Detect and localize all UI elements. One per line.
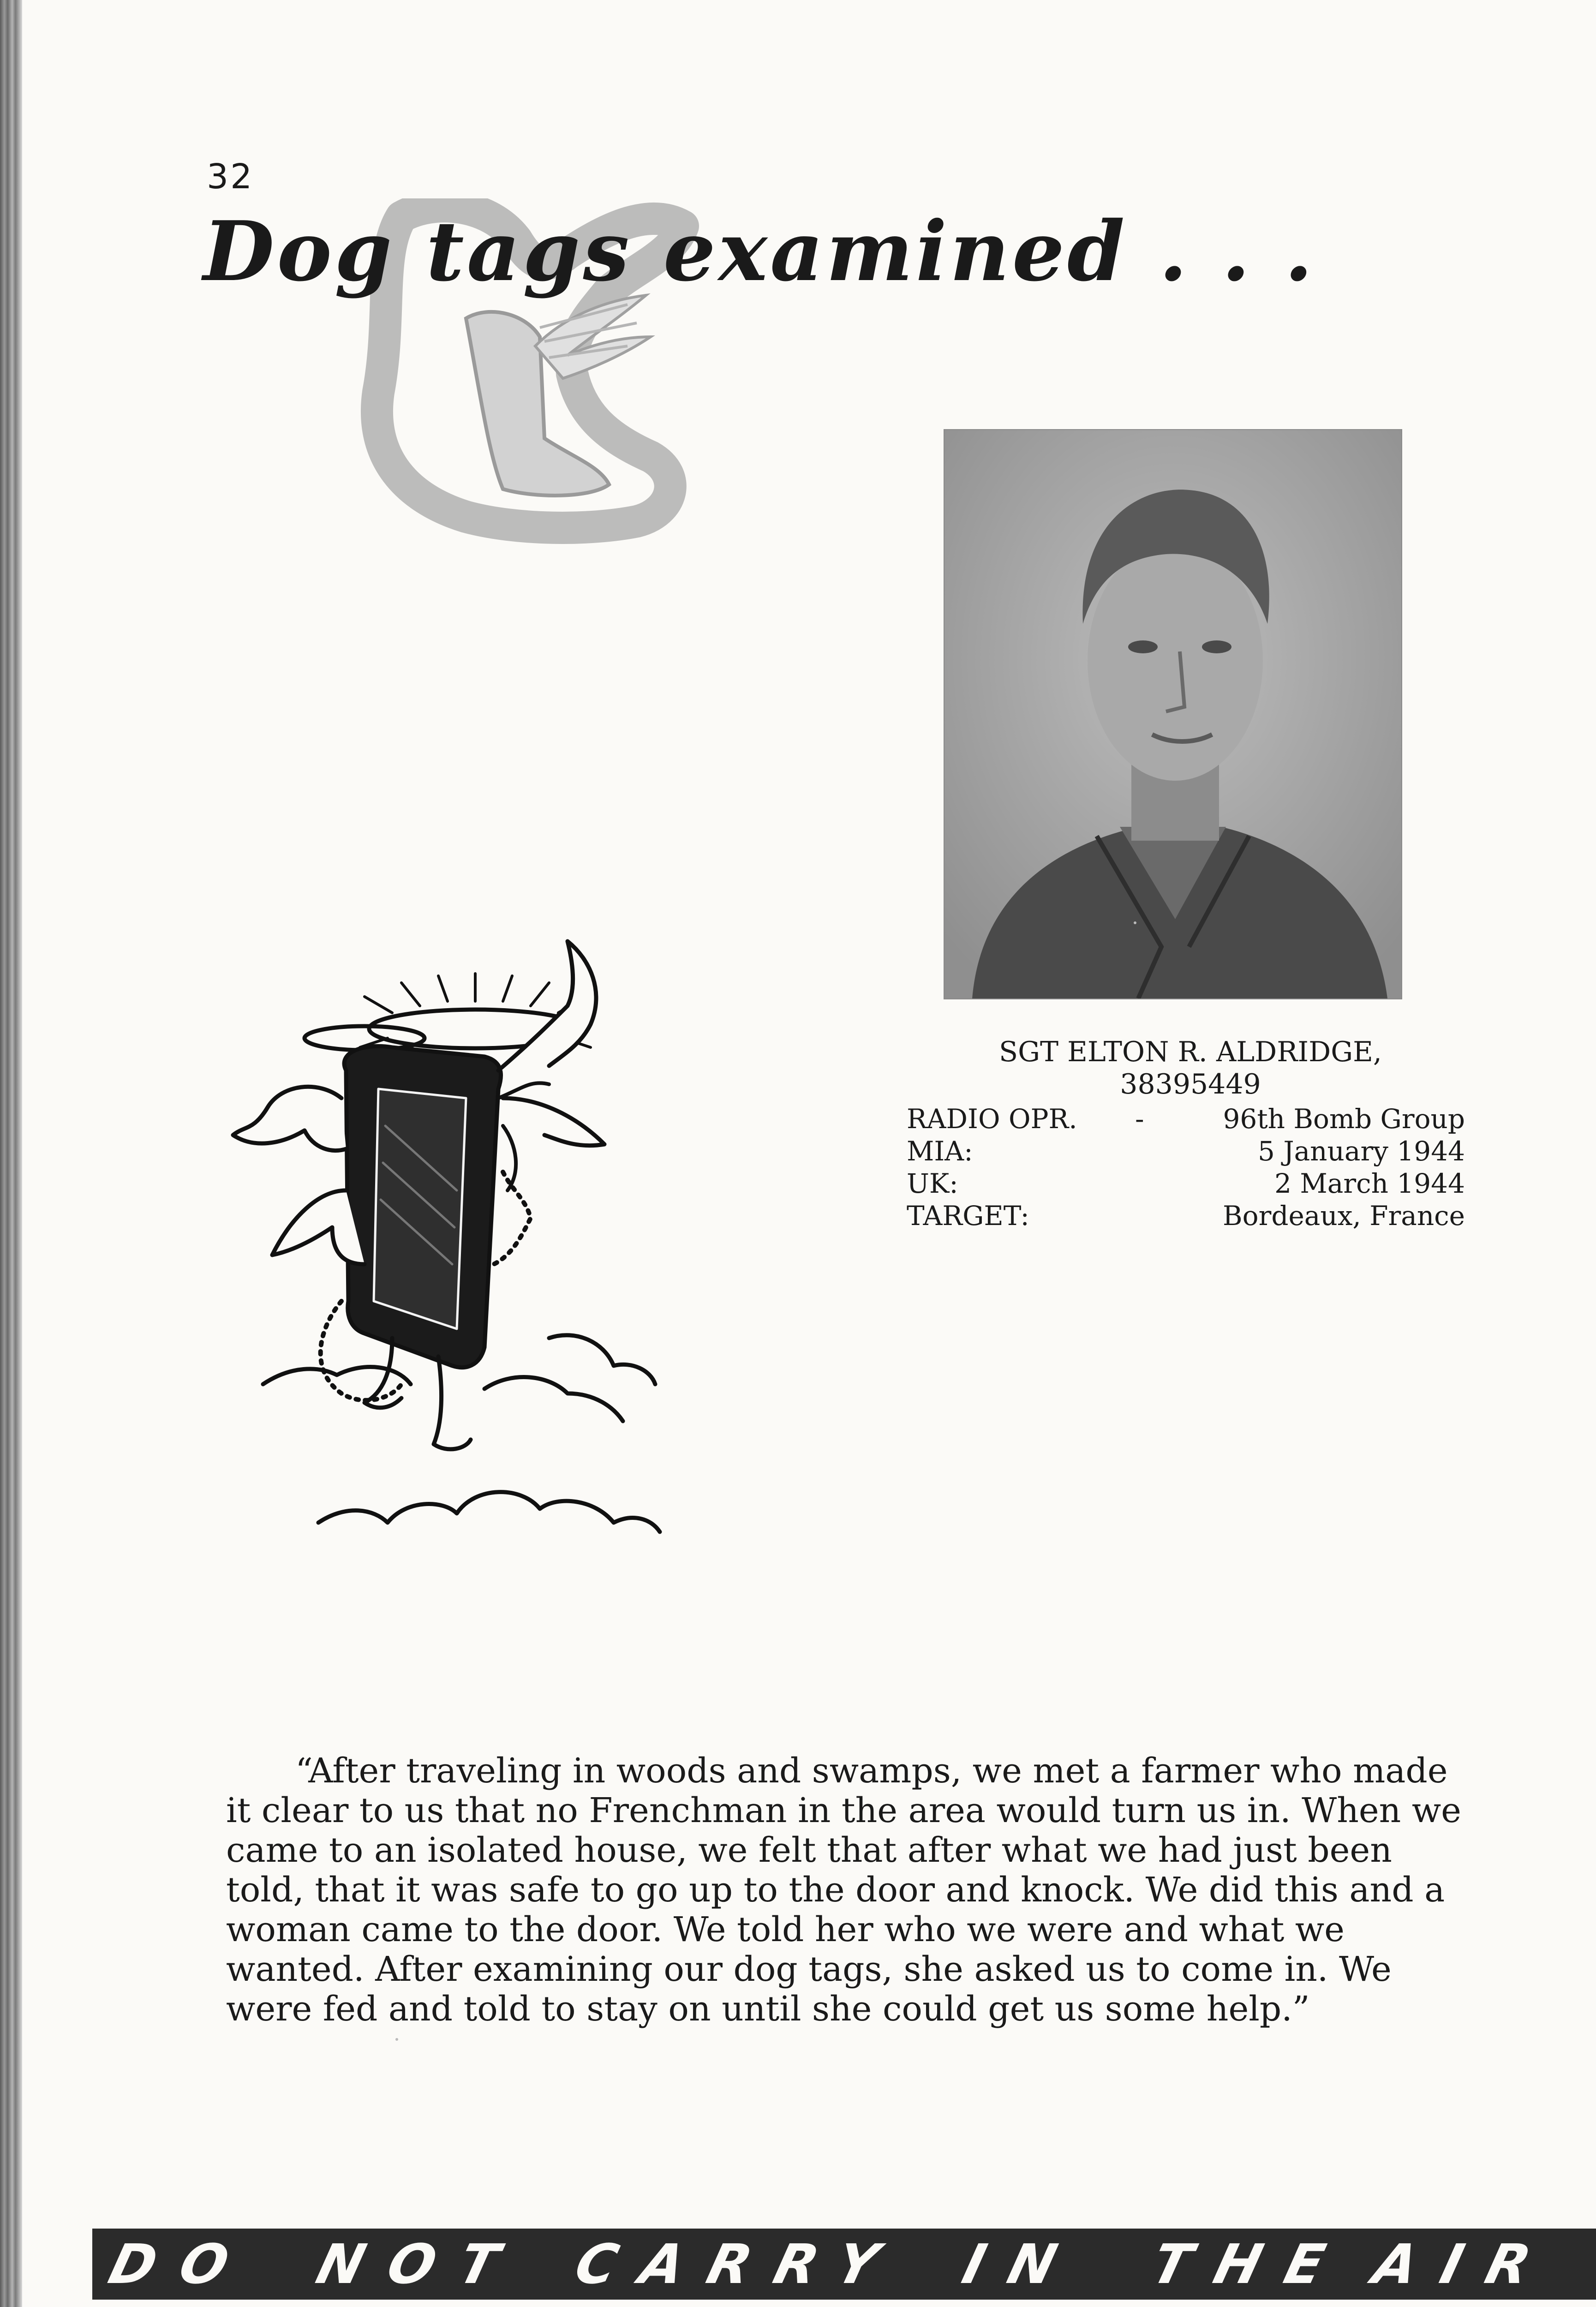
winged-dog-tags-cartoon-icon	[226, 932, 812, 1550]
banner-word: THE	[1145, 2232, 1357, 2296]
banner-word: AIR	[1367, 2232, 1562, 2296]
page-number: 32	[207, 157, 254, 197]
info-label: TARGET:	[907, 1200, 1029, 1231]
quote-paragraph	[226, 1751, 1472, 2029]
info-value: Bordeaux, France	[1223, 1200, 1465, 1231]
info-row-role	[907, 1103, 1465, 1135]
info-label: UK:	[907, 1168, 958, 1199]
banner-word: NOT	[310, 2232, 530, 2296]
info-value: 2 March 1944	[1274, 1168, 1465, 1199]
book-page-edge	[0, 0, 22, 2307]
info-value: 5 January 1944	[1258, 1136, 1465, 1167]
info-row-uk	[907, 1167, 1465, 1200]
caption-serial: 38395449	[1120, 1068, 1261, 1100]
banner-word: IN	[956, 2232, 1088, 2296]
banner-word: DO	[102, 2232, 260, 2296]
service-info-table	[907, 1103, 1465, 1232]
info-dash: -	[1135, 1103, 1144, 1135]
info-row-target	[907, 1200, 1465, 1232]
banner-word: CARRY	[568, 2232, 910, 2296]
quote-text: “After traveling in woods and swamps, we met a farmer who made it clear to us that no Frenchman in the area would turn us in. When we came to an isolated house, we felt that after what we had just been told, that it was safe to go up to the door and knock. We did this and a woman came to the door. We told her who we were and what we wanted. After examining our dog tags, she asked us to come in. We were fed and told to stay on until she could get us some help.”	[226, 1751, 1461, 2029]
info-label: RADIO OPR.	[907, 1103, 1077, 1135]
page-title: Dog tags examined . . .	[203, 203, 1316, 299]
warning-banner	[92, 2229, 1596, 2300]
caption-name: SGT ELTON R. ALDRIDGE,	[998, 1036, 1382, 1068]
portrait-photo	[944, 429, 1402, 999]
info-label: MIA:	[907, 1136, 973, 1167]
info-value: 96th Bomb Group	[1223, 1103, 1465, 1135]
info-row-mia	[907, 1135, 1465, 1167]
